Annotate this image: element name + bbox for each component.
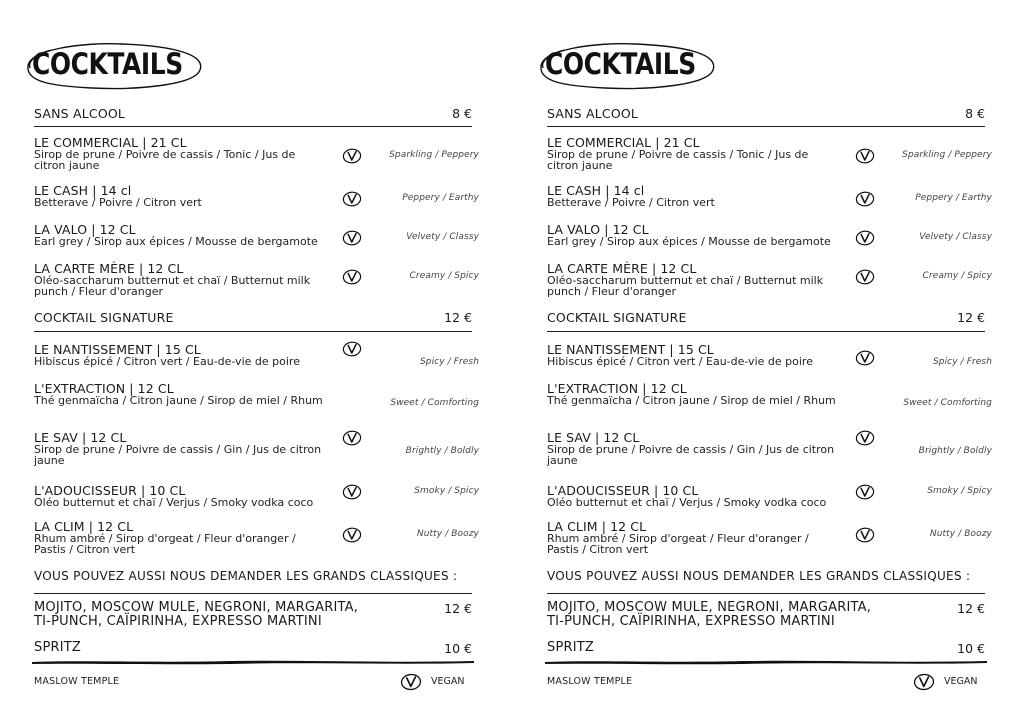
footer-venue: MASLOW TEMPLE (547, 676, 633, 687)
logo-text: COCKTAILS (32, 47, 183, 81)
item-tags: Creamy / Spicy (409, 271, 479, 281)
vegan-icon (342, 269, 362, 285)
item-description: Betterave / Poivre / Citron vert (547, 196, 715, 209)
classics-line-2: TI-PUNCH, CAÏPIRINHA, EXPRESSO MARTINI (547, 614, 835, 629)
menu-item (547, 222, 992, 248)
brush-stroke-divider (30, 658, 476, 666)
item-tags: Creamy / Spicy (922, 271, 992, 281)
item-title: LA CARTE MÈRE | 12 CL (547, 261, 697, 276)
item-tags: Velvety / Classy (406, 232, 479, 242)
item-tags: Spicy / Fresh (419, 357, 479, 367)
menu-item (34, 261, 479, 298)
vegan-icon (342, 430, 362, 446)
classics-heading: VOUS POUVEZ AUSSI NOUS DEMANDER LES GRANDS CLASSIQUES : (34, 569, 458, 583)
vegan-icon (342, 191, 362, 207)
item-tags: Smoky / Spicy (414, 486, 479, 496)
spritz-name: SPRITZ (34, 640, 82, 655)
vegan-icon (342, 527, 362, 543)
menu-item (34, 135, 479, 172)
item-description: Rhum ambré / Sirop d'orgeat / Fleur d'oranger / Pastis / Citron vert (34, 532, 296, 556)
item-description: Hibiscus épicé / Citron vert / Eau-de-vie de poire (547, 355, 813, 368)
footer-venue: MASLOW TEMPLE (34, 676, 120, 687)
section-header-sans-alcool (547, 106, 985, 122)
item-title: L'EXTRACTION | 12 CL (547, 381, 687, 396)
item-title: L'ADOUCISSEUR | 10 CL (547, 483, 699, 498)
classics-price: 12 € (444, 601, 472, 616)
vegan-icon (855, 230, 875, 246)
item-description: Thé genmaïcha / Citron jaune / Sirop de miel / Rhum (547, 394, 836, 407)
section-header-signature (547, 310, 985, 326)
menu-page-right (535, 0, 1005, 720)
spritz-price: 10 € (957, 641, 985, 656)
section-name: SANS ALCOOL (547, 106, 639, 121)
item-title: LE CASH | 14 cl (547, 183, 645, 198)
vegan-icon (342, 484, 362, 500)
vegan-icon (400, 673, 422, 691)
divider (547, 126, 985, 127)
vegan-icon (855, 269, 875, 285)
cocktails-logo (535, 38, 717, 90)
menu-item (34, 430, 479, 467)
item-tags: Spicy / Fresh (932, 357, 992, 367)
section-name: SANS ALCOOL (34, 106, 126, 121)
item-title: LE SAV | 12 CL (34, 430, 127, 445)
menu-item (547, 183, 992, 209)
item-tags: Brightly / Boldly (405, 446, 479, 456)
item-tags: Sweet / Comforting (903, 398, 992, 408)
vegan-icon (342, 341, 362, 357)
item-description: Rhum ambré / Sirop d'orgeat / Fleur d'oranger / Pastis / Citron vert (547, 532, 809, 556)
vegan-icon (855, 350, 875, 366)
section-price: 12 € (444, 310, 472, 325)
section-header-sans-alcool (34, 106, 472, 122)
item-title: L'ADOUCISSEUR | 10 CL (34, 483, 186, 498)
section-name: COCKTAIL SIGNATURE (34, 310, 174, 325)
item-title: LA VALO | 12 CL (547, 222, 649, 237)
menu-item (34, 183, 479, 209)
menu-item (547, 519, 992, 556)
divider (34, 593, 472, 594)
menu-item (547, 342, 992, 368)
spritz-price: 10 € (444, 641, 472, 656)
item-tags: Smoky / Spicy (927, 486, 992, 496)
menu-item (547, 430, 992, 467)
item-description: Thé genmaïcha / Citron jaune / Sirop de miel / Rhum (34, 394, 323, 407)
item-title: LE SAV | 12 CL (547, 430, 640, 445)
section-price: 8 € (965, 106, 985, 121)
divider (547, 331, 985, 332)
item-tags: Sweet / Comforting (390, 398, 479, 408)
item-tags: Peppery / Earthy (915, 193, 992, 203)
classics-item (34, 601, 472, 629)
classics-line-1: MOJITO, MOSCOW MULE, NEGRONI, MARGARITA, (547, 600, 872, 615)
item-description: Sirop de prune / Poivre de cassis / Gin / Jus de citron jaune (547, 443, 835, 467)
vegan-icon (342, 148, 362, 164)
classics-heading: VOUS POUVEZ AUSSI NOUS DEMANDER LES GRANDS CLASSIQUES : (547, 569, 971, 583)
item-description: Earl grey / Sirop aux épices / Mousse de bergamote (34, 235, 318, 248)
item-title: LE NANTISSEMENT | 15 CL (34, 342, 201, 357)
item-tags: Sparkling / Peppery (902, 150, 992, 160)
item-title: LA CARTE MÈRE | 12 CL (34, 261, 184, 276)
item-title: LA VALO | 12 CL (34, 222, 136, 237)
item-tags: Velvety / Classy (919, 232, 992, 242)
item-tags: Nutty / Boozy (929, 529, 992, 539)
menu-item (34, 222, 479, 248)
vegan-icon (855, 484, 875, 500)
logo-text: COCKTAILS (545, 47, 696, 81)
item-description: Oléo-saccharum butternut et chaï / Butternut milk punch / Fleur d'oranger (547, 274, 824, 298)
divider (34, 331, 472, 332)
classics-item (547, 601, 985, 629)
item-title: LA CLIM | 12 CL (547, 519, 647, 534)
section-name: COCKTAIL SIGNATURE (547, 310, 687, 325)
classics-line-2: TI-PUNCH, CAÏPIRINHA, EXPRESSO MARTINI (34, 614, 322, 629)
item-title: LE CASH | 14 cl (34, 183, 132, 198)
vegan-icon (855, 527, 875, 543)
item-description: Earl grey / Sirop aux épices / Mousse de bergamote (547, 235, 831, 248)
vegan-icon (342, 230, 362, 246)
footer-vegan-legend (913, 673, 993, 691)
menu-item (547, 483, 992, 509)
item-description: Hibiscus épicé / Citron vert / Eau-de-vie de poire (34, 355, 300, 368)
vegan-icon (913, 673, 935, 691)
vegan-label: VEGAN (944, 676, 978, 687)
section-price: 8 € (452, 106, 472, 121)
item-tags: Sparkling / Peppery (389, 150, 479, 160)
menu-item (547, 135, 992, 172)
menu-page-left (22, 0, 492, 720)
section-price: 12 € (957, 310, 985, 325)
menu-item (547, 381, 992, 408)
item-description: Oléo butternut et chaï / Verjus / Smoky vodka coco (547, 496, 827, 509)
item-description: Sirop de prune / Poivre de cassis / Gin / Jus de citron jaune (34, 443, 322, 467)
classics-price: 12 € (957, 601, 985, 616)
spritz-item (34, 641, 472, 655)
brush-stroke-divider (543, 658, 989, 666)
item-tags: Peppery / Earthy (402, 193, 479, 203)
item-description: Sirop de prune / Poivre de cassis / Tonic / Jus de citron jaune (547, 148, 809, 172)
item-description: Oléo-saccharum butternut et chaï / Butternut milk punch / Fleur d'oranger (34, 274, 311, 298)
item-description: Oléo butternut et chaï / Verjus / Smoky vodka coco (34, 496, 314, 509)
menu-item (34, 519, 479, 556)
item-tags: Brightly / Boldly (918, 446, 992, 456)
item-description: Sirop de prune / Poivre de cassis / Tonic / Jus de citron jaune (34, 148, 296, 172)
footer-vegan-legend (400, 673, 480, 691)
item-title: LE COMMERCIAL | 21 CL (34, 135, 187, 150)
item-title: LA CLIM | 12 CL (34, 519, 134, 534)
section-header-signature (34, 310, 472, 326)
item-tags: Nutty / Boozy (416, 529, 479, 539)
menu-item (547, 261, 992, 298)
item-description: Betterave / Poivre / Citron vert (34, 196, 202, 209)
menu-item (34, 342, 479, 368)
spritz-item (547, 641, 985, 655)
vegan-icon (855, 148, 875, 164)
vegan-icon (855, 191, 875, 207)
vegan-label: VEGAN (431, 676, 465, 687)
menu-item (34, 483, 479, 509)
cocktails-logo (22, 38, 204, 90)
item-title: LE NANTISSEMENT | 15 CL (547, 342, 714, 357)
item-title: LE COMMERCIAL | 21 CL (547, 135, 700, 150)
item-title: L'EXTRACTION | 12 CL (34, 381, 174, 396)
vegan-icon (855, 430, 875, 446)
divider (547, 593, 985, 594)
menu-item (34, 381, 479, 408)
divider (34, 126, 472, 127)
classics-line-1: MOJITO, MOSCOW MULE, NEGRONI, MARGARITA, (34, 600, 359, 615)
spritz-name: SPRITZ (547, 640, 595, 655)
